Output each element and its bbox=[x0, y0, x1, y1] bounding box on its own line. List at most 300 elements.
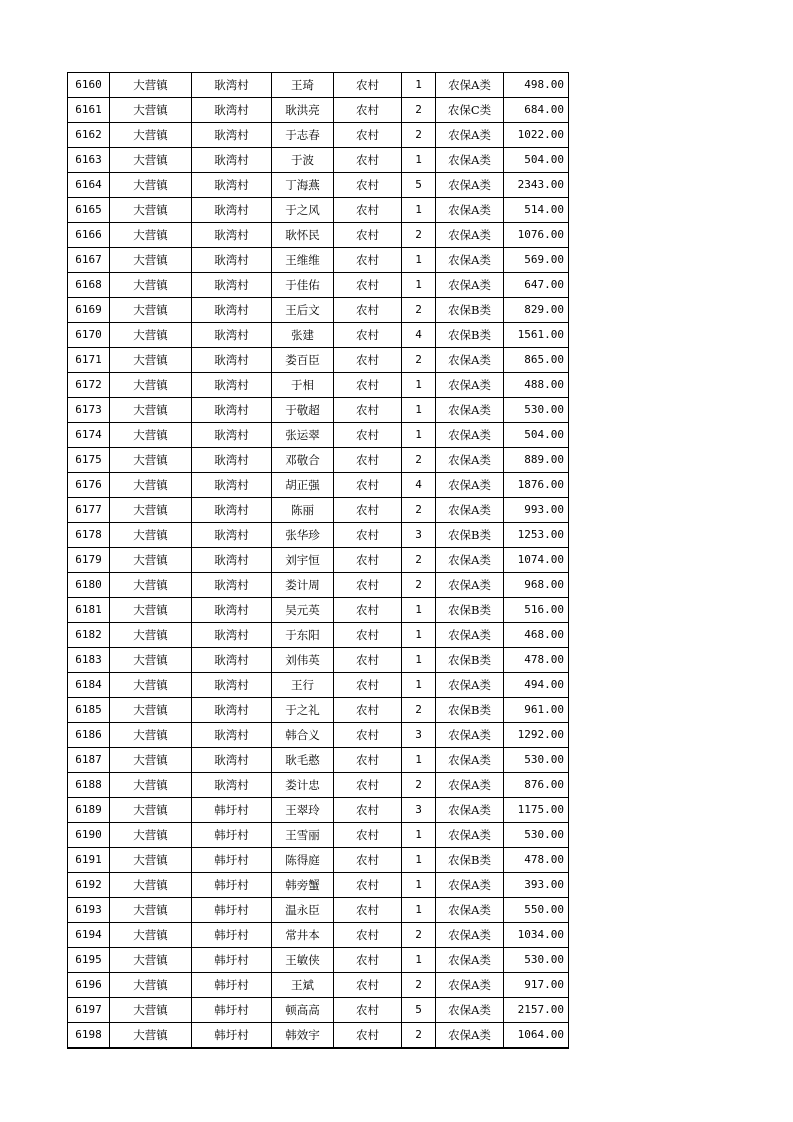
person-name-cell: 王斌 bbox=[272, 973, 334, 998]
town-cell: 大营镇 bbox=[110, 623, 192, 648]
table-row bbox=[68, 373, 569, 398]
amount-cell: 530.00 bbox=[504, 823, 569, 848]
record-number-cell: 6198 bbox=[68, 1023, 110, 1049]
household-type-cell: 农村 bbox=[334, 698, 402, 723]
member-count-cell: 1 bbox=[402, 423, 436, 448]
village-cell: 耿湾村 bbox=[192, 348, 272, 373]
record-number-cell: 6187 bbox=[68, 748, 110, 773]
household-type-cell: 农村 bbox=[334, 948, 402, 973]
person-name-cell: 韩效宇 bbox=[272, 1023, 334, 1049]
table-row bbox=[68, 273, 569, 298]
household-type-cell: 农村 bbox=[334, 598, 402, 623]
person-name-cell: 于东阳 bbox=[272, 623, 334, 648]
household-type-cell: 农村 bbox=[334, 723, 402, 748]
member-count-cell: 1 bbox=[402, 273, 436, 298]
household-type-cell: 农村 bbox=[334, 223, 402, 248]
town-cell: 大营镇 bbox=[110, 123, 192, 148]
village-cell: 韩圩村 bbox=[192, 823, 272, 848]
table-row bbox=[68, 323, 569, 348]
person-name-cell: 胡正强 bbox=[272, 473, 334, 498]
amount-cell: 1253.00 bbox=[504, 523, 569, 548]
member-count-cell: 2 bbox=[402, 698, 436, 723]
person-name-cell: 王琦 bbox=[272, 73, 334, 98]
person-name-cell: 于之礼 bbox=[272, 698, 334, 723]
person-name-cell: 温永臣 bbox=[272, 898, 334, 923]
household-type-cell: 农村 bbox=[334, 173, 402, 198]
member-count-cell: 1 bbox=[402, 398, 436, 423]
town-cell: 大营镇 bbox=[110, 748, 192, 773]
amount-cell: 865.00 bbox=[504, 348, 569, 373]
town-cell: 大营镇 bbox=[110, 173, 192, 198]
member-count-cell: 1 bbox=[402, 648, 436, 673]
village-cell: 耿湾村 bbox=[192, 373, 272, 398]
member-count-cell: 2 bbox=[402, 923, 436, 948]
record-number-cell: 6186 bbox=[68, 723, 110, 748]
town-cell: 大营镇 bbox=[110, 548, 192, 573]
household-type-cell: 农村 bbox=[334, 673, 402, 698]
household-type-cell: 农村 bbox=[334, 998, 402, 1023]
table-row bbox=[68, 423, 569, 448]
amount-cell: 684.00 bbox=[504, 98, 569, 123]
person-name-cell: 王行 bbox=[272, 673, 334, 698]
household-type-cell: 农村 bbox=[334, 548, 402, 573]
member-count-cell: 1 bbox=[402, 673, 436, 698]
household-type-cell: 农村 bbox=[334, 373, 402, 398]
member-count-cell: 2 bbox=[402, 548, 436, 573]
table-row bbox=[68, 723, 569, 748]
record-number-cell: 6185 bbox=[68, 698, 110, 723]
amount-cell: 1034.00 bbox=[504, 923, 569, 948]
record-number-cell: 6181 bbox=[68, 598, 110, 623]
person-name-cell: 王雪丽 bbox=[272, 823, 334, 848]
village-cell: 耿湾村 bbox=[192, 698, 272, 723]
insurance-category-cell: 农保A类 bbox=[436, 748, 504, 773]
record-number-cell: 6176 bbox=[68, 473, 110, 498]
amount-cell: 478.00 bbox=[504, 848, 569, 873]
amount-cell: 514.00 bbox=[504, 198, 569, 223]
person-name-cell: 韩合义 bbox=[272, 723, 334, 748]
insurance-category-cell: 农保B类 bbox=[436, 598, 504, 623]
record-number-cell: 6169 bbox=[68, 298, 110, 323]
amount-cell: 993.00 bbox=[504, 498, 569, 523]
household-type-cell: 农村 bbox=[334, 1023, 402, 1049]
village-cell: 韩圩村 bbox=[192, 898, 272, 923]
record-number-cell: 6196 bbox=[68, 973, 110, 998]
table-row bbox=[68, 448, 569, 473]
village-cell: 韩圩村 bbox=[192, 873, 272, 898]
person-name-cell: 张华珍 bbox=[272, 523, 334, 548]
household-type-cell: 农村 bbox=[334, 648, 402, 673]
village-cell: 耿湾村 bbox=[192, 298, 272, 323]
member-count-cell: 1 bbox=[402, 598, 436, 623]
amount-cell: 961.00 bbox=[504, 698, 569, 723]
village-cell: 韩圩村 bbox=[192, 923, 272, 948]
member-count-cell: 2 bbox=[402, 123, 436, 148]
town-cell: 大营镇 bbox=[110, 498, 192, 523]
person-name-cell: 邓敬合 bbox=[272, 448, 334, 473]
record-number-cell: 6182 bbox=[68, 623, 110, 648]
amount-cell: 829.00 bbox=[504, 298, 569, 323]
insurance-category-cell: 农保A类 bbox=[436, 173, 504, 198]
household-type-cell: 农村 bbox=[334, 823, 402, 848]
record-number-cell: 6197 bbox=[68, 998, 110, 1023]
village-cell: 韩圩村 bbox=[192, 798, 272, 823]
amount-cell: 1561.00 bbox=[504, 323, 569, 348]
record-number-cell: 6184 bbox=[68, 673, 110, 698]
person-name-cell: 刘伟英 bbox=[272, 648, 334, 673]
person-name-cell: 张建 bbox=[272, 323, 334, 348]
amount-cell: 504.00 bbox=[504, 148, 569, 173]
table-row bbox=[68, 923, 569, 948]
amount-cell: 530.00 bbox=[504, 748, 569, 773]
village-cell: 耿湾村 bbox=[192, 598, 272, 623]
record-number-cell: 6161 bbox=[68, 98, 110, 123]
member-count-cell: 2 bbox=[402, 498, 436, 523]
insurance-category-cell: 农保A类 bbox=[436, 498, 504, 523]
member-count-cell: 1 bbox=[402, 898, 436, 923]
insurance-category-cell: 农保A类 bbox=[436, 473, 504, 498]
table-row bbox=[68, 498, 569, 523]
insurance-category-cell: 农保B类 bbox=[436, 698, 504, 723]
insurance-category-cell: 农保A类 bbox=[436, 673, 504, 698]
town-cell: 大营镇 bbox=[110, 398, 192, 423]
insurance-category-cell: 农保A类 bbox=[436, 248, 504, 273]
member-count-cell: 2 bbox=[402, 773, 436, 798]
town-cell: 大营镇 bbox=[110, 423, 192, 448]
roster-body bbox=[68, 73, 569, 1049]
person-name-cell: 吴元英 bbox=[272, 598, 334, 623]
amount-cell: 488.00 bbox=[504, 373, 569, 398]
insurance-category-cell: 农保A类 bbox=[436, 998, 504, 1023]
record-number-cell: 6178 bbox=[68, 523, 110, 548]
insurance-category-cell: 农保A类 bbox=[436, 623, 504, 648]
person-name-cell: 顿高高 bbox=[272, 998, 334, 1023]
household-type-cell: 农村 bbox=[334, 473, 402, 498]
town-cell: 大营镇 bbox=[110, 973, 192, 998]
record-number-cell: 6195 bbox=[68, 948, 110, 973]
member-count-cell: 1 bbox=[402, 748, 436, 773]
person-name-cell: 王翠玲 bbox=[272, 798, 334, 823]
person-name-cell: 于相 bbox=[272, 373, 334, 398]
record-number-cell: 6177 bbox=[68, 498, 110, 523]
town-cell: 大营镇 bbox=[110, 648, 192, 673]
town-cell: 大营镇 bbox=[110, 773, 192, 798]
town-cell: 大营镇 bbox=[110, 198, 192, 223]
person-name-cell: 娄百臣 bbox=[272, 348, 334, 373]
town-cell: 大营镇 bbox=[110, 448, 192, 473]
household-type-cell: 农村 bbox=[334, 448, 402, 473]
record-number-cell: 6174 bbox=[68, 423, 110, 448]
table-row bbox=[68, 298, 569, 323]
household-type-cell: 农村 bbox=[334, 148, 402, 173]
household-type-cell: 农村 bbox=[334, 273, 402, 298]
insurance-category-cell: 农保A类 bbox=[436, 723, 504, 748]
table-row bbox=[68, 698, 569, 723]
member-count-cell: 1 bbox=[402, 373, 436, 398]
amount-cell: 889.00 bbox=[504, 448, 569, 473]
record-number-cell: 6165 bbox=[68, 198, 110, 223]
town-cell: 大营镇 bbox=[110, 98, 192, 123]
roster-sheet bbox=[67, 72, 569, 1049]
member-count-cell: 1 bbox=[402, 148, 436, 173]
record-number-cell: 6194 bbox=[68, 923, 110, 948]
village-cell: 耿湾村 bbox=[192, 198, 272, 223]
village-cell: 耿湾村 bbox=[192, 623, 272, 648]
amount-cell: 2343.00 bbox=[504, 173, 569, 198]
table-row bbox=[68, 648, 569, 673]
town-cell: 大营镇 bbox=[110, 473, 192, 498]
record-number-cell: 6183 bbox=[68, 648, 110, 673]
insurance-category-cell: 农保A类 bbox=[436, 898, 504, 923]
insurance-category-cell: 农保A类 bbox=[436, 373, 504, 398]
household-type-cell: 农村 bbox=[334, 623, 402, 648]
person-name-cell: 王后文 bbox=[272, 298, 334, 323]
insurance-category-cell: 农保A类 bbox=[436, 948, 504, 973]
person-name-cell: 陈得庭 bbox=[272, 848, 334, 873]
village-cell: 韩圩村 bbox=[192, 948, 272, 973]
village-cell: 耿湾村 bbox=[192, 73, 272, 98]
member-count-cell: 4 bbox=[402, 323, 436, 348]
table-row bbox=[68, 898, 569, 923]
insurance-category-cell: 农保B类 bbox=[436, 523, 504, 548]
record-number-cell: 6163 bbox=[68, 148, 110, 173]
member-count-cell: 4 bbox=[402, 473, 436, 498]
town-cell: 大营镇 bbox=[110, 873, 192, 898]
village-cell: 耿湾村 bbox=[192, 648, 272, 673]
town-cell: 大营镇 bbox=[110, 1023, 192, 1049]
table-row bbox=[68, 223, 569, 248]
insurance-category-cell: 农保A类 bbox=[436, 223, 504, 248]
amount-cell: 504.00 bbox=[504, 423, 569, 448]
person-name-cell: 耿洪亮 bbox=[272, 98, 334, 123]
table-row bbox=[68, 848, 569, 873]
member-count-cell: 1 bbox=[402, 248, 436, 273]
person-name-cell: 常井本 bbox=[272, 923, 334, 948]
amount-cell: 530.00 bbox=[504, 398, 569, 423]
amount-cell: 468.00 bbox=[504, 623, 569, 648]
town-cell: 大营镇 bbox=[110, 148, 192, 173]
record-number-cell: 6175 bbox=[68, 448, 110, 473]
member-count-cell: 3 bbox=[402, 798, 436, 823]
village-cell: 耿湾村 bbox=[192, 748, 272, 773]
roster-table bbox=[67, 72, 569, 1049]
town-cell: 大营镇 bbox=[110, 223, 192, 248]
village-cell: 耿湾村 bbox=[192, 173, 272, 198]
household-type-cell: 农村 bbox=[334, 348, 402, 373]
person-name-cell: 于敬超 bbox=[272, 398, 334, 423]
member-count-cell: 2 bbox=[402, 973, 436, 998]
village-cell: 耿湾村 bbox=[192, 773, 272, 798]
table-row bbox=[68, 248, 569, 273]
insurance-category-cell: 农保A类 bbox=[436, 273, 504, 298]
village-cell: 耿湾村 bbox=[192, 498, 272, 523]
amount-cell: 1022.00 bbox=[504, 123, 569, 148]
household-type-cell: 农村 bbox=[334, 323, 402, 348]
village-cell: 耿湾村 bbox=[192, 548, 272, 573]
record-number-cell: 6173 bbox=[68, 398, 110, 423]
insurance-category-cell: 农保A类 bbox=[436, 123, 504, 148]
insurance-category-cell: 农保B类 bbox=[436, 323, 504, 348]
member-count-cell: 1 bbox=[402, 948, 436, 973]
table-row bbox=[68, 998, 569, 1023]
record-number-cell: 6191 bbox=[68, 848, 110, 873]
village-cell: 耿湾村 bbox=[192, 523, 272, 548]
town-cell: 大营镇 bbox=[110, 823, 192, 848]
person-name-cell: 张运翠 bbox=[272, 423, 334, 448]
amount-cell: 498.00 bbox=[504, 73, 569, 98]
amount-cell: 478.00 bbox=[504, 648, 569, 673]
insurance-category-cell: 农保B类 bbox=[436, 298, 504, 323]
person-name-cell: 韩旁蟹 bbox=[272, 873, 334, 898]
household-type-cell: 农村 bbox=[334, 298, 402, 323]
town-cell: 大营镇 bbox=[110, 848, 192, 873]
table-row bbox=[68, 623, 569, 648]
table-row bbox=[68, 948, 569, 973]
town-cell: 大营镇 bbox=[110, 523, 192, 548]
table-row bbox=[68, 823, 569, 848]
member-count-cell: 2 bbox=[402, 448, 436, 473]
record-number-cell: 6166 bbox=[68, 223, 110, 248]
table-row bbox=[68, 573, 569, 598]
village-cell: 耿湾村 bbox=[192, 123, 272, 148]
person-name-cell: 王敏侠 bbox=[272, 948, 334, 973]
insurance-category-cell: 农保A类 bbox=[436, 548, 504, 573]
member-count-cell: 1 bbox=[402, 823, 436, 848]
household-type-cell: 农村 bbox=[334, 873, 402, 898]
record-number-cell: 6193 bbox=[68, 898, 110, 923]
table-row bbox=[68, 473, 569, 498]
household-type-cell: 农村 bbox=[334, 123, 402, 148]
town-cell: 大营镇 bbox=[110, 348, 192, 373]
record-number-cell: 6189 bbox=[68, 798, 110, 823]
insurance-category-cell: 农保A类 bbox=[436, 198, 504, 223]
table-row bbox=[68, 773, 569, 798]
village-cell: 耿湾村 bbox=[192, 98, 272, 123]
insurance-category-cell: 农保A类 bbox=[436, 448, 504, 473]
town-cell: 大营镇 bbox=[110, 298, 192, 323]
village-cell: 耿湾村 bbox=[192, 673, 272, 698]
village-cell: 耿湾村 bbox=[192, 248, 272, 273]
amount-cell: 550.00 bbox=[504, 898, 569, 923]
household-type-cell: 农村 bbox=[334, 398, 402, 423]
record-number-cell: 6190 bbox=[68, 823, 110, 848]
village-cell: 耿湾村 bbox=[192, 723, 272, 748]
town-cell: 大营镇 bbox=[110, 73, 192, 98]
household-type-cell: 农村 bbox=[334, 73, 402, 98]
household-type-cell: 农村 bbox=[334, 773, 402, 798]
member-count-cell: 1 bbox=[402, 198, 436, 223]
household-type-cell: 农村 bbox=[334, 898, 402, 923]
village-cell: 韩圩村 bbox=[192, 973, 272, 998]
town-cell: 大营镇 bbox=[110, 998, 192, 1023]
town-cell: 大营镇 bbox=[110, 273, 192, 298]
member-count-cell: 1 bbox=[402, 73, 436, 98]
village-cell: 耿湾村 bbox=[192, 398, 272, 423]
record-number-cell: 6160 bbox=[68, 73, 110, 98]
village-cell: 耿湾村 bbox=[192, 473, 272, 498]
amount-cell: 530.00 bbox=[504, 948, 569, 973]
amount-cell: 2157.00 bbox=[504, 998, 569, 1023]
town-cell: 大营镇 bbox=[110, 573, 192, 598]
household-type-cell: 农村 bbox=[334, 848, 402, 873]
household-type-cell: 农村 bbox=[334, 423, 402, 448]
household-type-cell: 农村 bbox=[334, 248, 402, 273]
household-type-cell: 农村 bbox=[334, 523, 402, 548]
town-cell: 大营镇 bbox=[110, 698, 192, 723]
town-cell: 大营镇 bbox=[110, 723, 192, 748]
member-count-cell: 3 bbox=[402, 723, 436, 748]
amount-cell: 647.00 bbox=[504, 273, 569, 298]
insurance-category-cell: 农保A类 bbox=[436, 773, 504, 798]
table-row bbox=[68, 1023, 569, 1049]
household-type-cell: 农村 bbox=[334, 198, 402, 223]
insurance-category-cell: 农保A类 bbox=[436, 873, 504, 898]
insurance-category-cell: 农保A类 bbox=[436, 823, 504, 848]
record-number-cell: 6172 bbox=[68, 373, 110, 398]
household-type-cell: 农村 bbox=[334, 573, 402, 598]
record-number-cell: 6188 bbox=[68, 773, 110, 798]
insurance-category-cell: 农保A类 bbox=[436, 1023, 504, 1049]
member-count-cell: 2 bbox=[402, 348, 436, 373]
village-cell: 耿湾村 bbox=[192, 323, 272, 348]
amount-cell: 1074.00 bbox=[504, 548, 569, 573]
table-row bbox=[68, 798, 569, 823]
town-cell: 大营镇 bbox=[110, 673, 192, 698]
record-number-cell: 6170 bbox=[68, 323, 110, 348]
amount-cell: 917.00 bbox=[504, 973, 569, 998]
amount-cell: 1292.00 bbox=[504, 723, 569, 748]
village-cell: 耿湾村 bbox=[192, 573, 272, 598]
household-type-cell: 农村 bbox=[334, 973, 402, 998]
table-row bbox=[68, 873, 569, 898]
amount-cell: 1076.00 bbox=[504, 223, 569, 248]
person-name-cell: 丁海燕 bbox=[272, 173, 334, 198]
record-number-cell: 6164 bbox=[68, 173, 110, 198]
table-row bbox=[68, 398, 569, 423]
table-row bbox=[68, 973, 569, 998]
insurance-category-cell: 农保A类 bbox=[436, 148, 504, 173]
record-number-cell: 6192 bbox=[68, 873, 110, 898]
member-count-cell: 1 bbox=[402, 623, 436, 648]
person-name-cell: 刘宇恒 bbox=[272, 548, 334, 573]
insurance-category-cell: 农保C类 bbox=[436, 98, 504, 123]
person-name-cell: 娄计周 bbox=[272, 573, 334, 598]
town-cell: 大营镇 bbox=[110, 323, 192, 348]
village-cell: 耿湾村 bbox=[192, 423, 272, 448]
table-row bbox=[68, 523, 569, 548]
table-row bbox=[68, 123, 569, 148]
town-cell: 大营镇 bbox=[110, 598, 192, 623]
town-cell: 大营镇 bbox=[110, 948, 192, 973]
member-count-cell: 5 bbox=[402, 998, 436, 1023]
insurance-category-cell: 农保A类 bbox=[436, 973, 504, 998]
record-number-cell: 6180 bbox=[68, 573, 110, 598]
table-row bbox=[68, 748, 569, 773]
amount-cell: 516.00 bbox=[504, 598, 569, 623]
household-type-cell: 农村 bbox=[334, 748, 402, 773]
village-cell: 韩圩村 bbox=[192, 998, 272, 1023]
amount-cell: 1064.00 bbox=[504, 1023, 569, 1049]
household-type-cell: 农村 bbox=[334, 923, 402, 948]
town-cell: 大营镇 bbox=[110, 248, 192, 273]
village-cell: 耿湾村 bbox=[192, 273, 272, 298]
table-row bbox=[68, 98, 569, 123]
amount-cell: 393.00 bbox=[504, 873, 569, 898]
insurance-category-cell: 农保B类 bbox=[436, 648, 504, 673]
member-count-cell: 2 bbox=[402, 573, 436, 598]
amount-cell: 1876.00 bbox=[504, 473, 569, 498]
person-name-cell: 于波 bbox=[272, 148, 334, 173]
